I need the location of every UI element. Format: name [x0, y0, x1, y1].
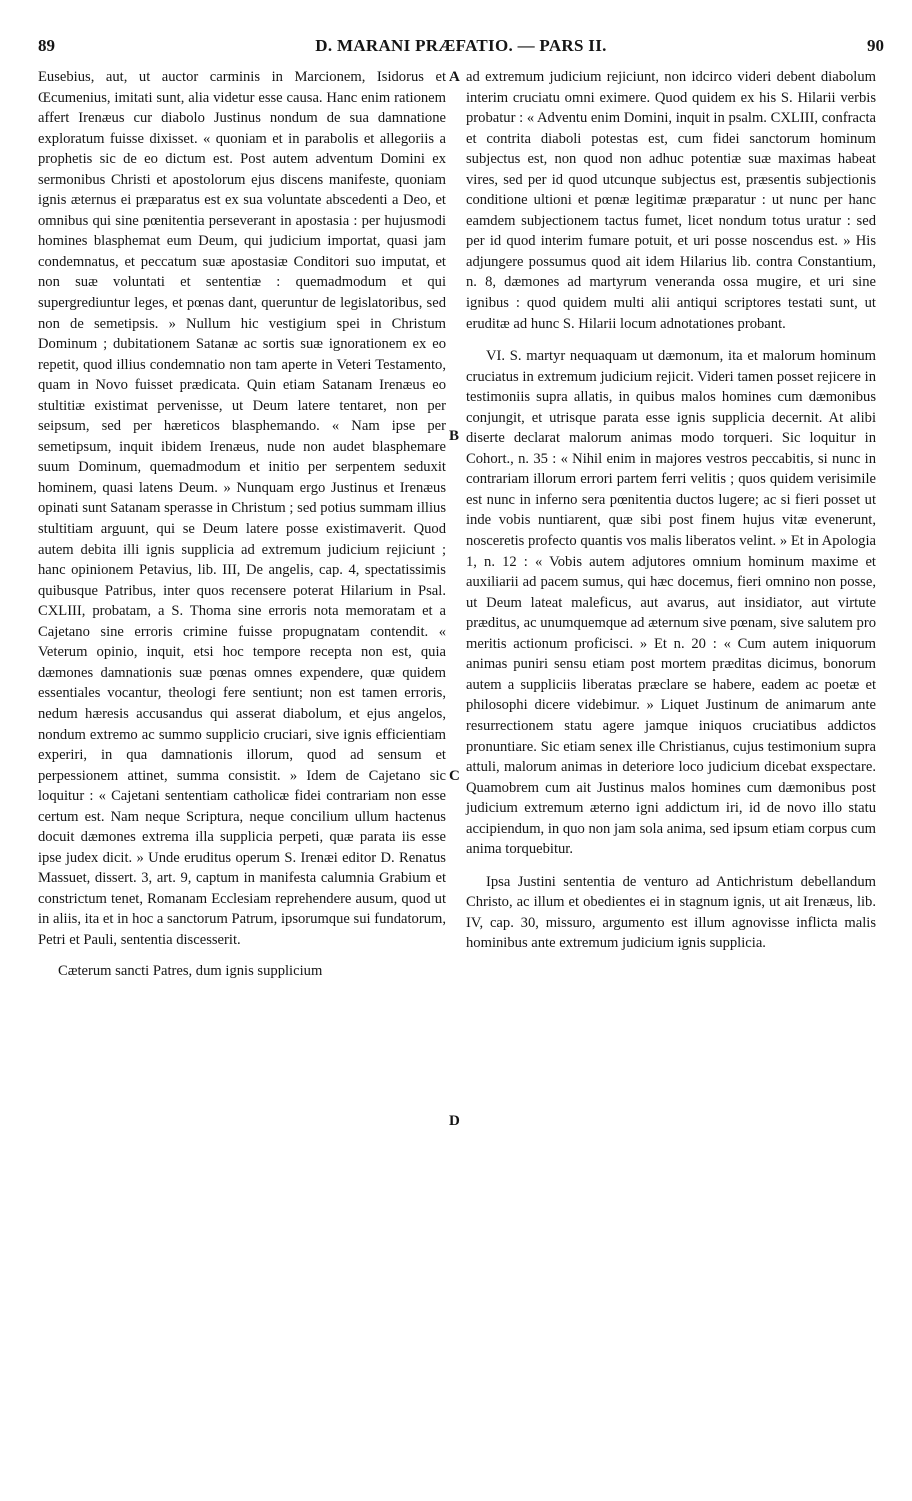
- right-paragraph-section-6: VI. S. martyr nequaquam ut dæmonum, ita et malorum hominum cruciatus in extremum judicium rejicit. Videri tamen posset rejicere in testimoniis supra allatis, in quibus malos homines cum dæmonibus conjungit, et utrisque parata esse ignis supplicia decernit. At alibi diserte declarat malorum animas modo torqueri. Sic loquitur in Cohort., n. 35 : « Nihil enim in majores vestros peccabitis, si nunc in contrariam illorum errori partem ferri velitis ; quos quidem verisimile est nunc in inferno sera pœnitentia ductos lugere; ac si fieri posset ut inde vobis nuntiarent, quæ sibi post finem hujus vitæ evenerunt, nosceretis profecto quantis vos malis liberatos velint. » Et in Apologia 1, n. 12 : « Vobis autem adjutores omnium hominum maxime et auxiliarii ad pacem sumus, qui hæc docemus, fieri omnino non posse, ut Deum lateat maleficus, aut avarus, aut insidiator, aut virtute præditus, ac unumquemque ad æternum sive pœnam, sive salutem pro meritis actionum proficisci. » Et n. 20 : « Cum autem iniquorum animas puniri sensu etiam post mortem præditas dicimus, bonorum autem a suppliciis liberatas præclare se habere, eadem ac poetæ et philosophi dicere videbimur. » Liquet Justinum de animarum ante resurrectionem statu agere jamque iniquos cruciatibus addictos pronuntiare. Sic etiam senex ille Christianus, cujus testimonium supra attuli, malorum animas in deteriore loco judicium dicebat exspectare. Quamobrem cum ait Justinus malos homines cum dæmonibus post judicium extremum æterno igni addictum iri, id de novo illo statu accipiendum, in quo non jam sola anima, sed ipsum etiam corpus cum anima torquebitur.: [466, 348, 876, 858]
- margin-marker-c: C: [449, 768, 460, 784]
- right-paragraph-3: Ipsa Justini sententia de venturo ad Antichristum debellandum Christo, ac illum et obedientes ei in stagnum ignis, ut ait Irenæus, lib. IV, cap. 30, missuro, argumento est illum agnovisse inflicta malis hominibus ante extremum judicium ignis supplicia.: [466, 873, 876, 952]
- running-title: D. MARANI PRÆFATIO. — PARS II.: [315, 36, 607, 55]
- page-number-left: 89: [38, 36, 55, 55]
- right-paragraph-1: ad extremum judicium rejiciunt, non idcirco videri debent diabolum interim cruciatu omni eximere. Quod quidem ex his S. Hilarii verbis probatur : « Adventu enim Domini, inquit in psalm. CXLIII, confracta et contrita diaboli potestas est, cum fidei sanctorum hominum subjectus est, non quod non adhuc potentiæ suæ maximas habeat vires, sed per id quod utcunque subjectus est, præsentis subjectionis conditione ultioni et pœnæ legitimæ præparatur : ut nunc per hanc eamdem subjectionem tactus fumet, licet nondum totus uratur : sed per id quod interim fumare potuit, et uri posse noscendus est. » His adjungere possumus quod ait idem Hilarius lib. contra Constantium, n. 8, dæmones ad martyrum veneranda ossa mugire, et uri sine ignibus : quod quidem multi alii antiqui scriptores testati sunt, ut eruditæ ad hunc S. Hilarii locum adnotationes probant.: [466, 69, 876, 332]
- margin-marker-d: D: [449, 1113, 460, 1129]
- margin-marker-a: A: [449, 69, 460, 85]
- page-number-right: 90: [867, 36, 884, 55]
- page-header: [38, 36, 884, 60]
- right-column: [466, 67, 876, 954]
- left-paragraph-2: Cæterum sancti Patres, dum ignis supplicium: [58, 962, 323, 979]
- margin-marker-b: B: [449, 428, 460, 444]
- left-paragraph-1: Eusebius, aut, ut auctor carminis in Marcionem, Isidorus et Œcumenius, imitati sunt, alia videtur esse causa. Hanc enim rationem affert Irenæus cur diabolo Justinus nondum de sua damnatione exploratum fuisse dixisset. « quoniam et in parabolis et allegoriis a prophetis sic de eo dictum est. Post autem adventum Domini ex sermonibus Christi et apostolorum ejus discens manifeste, quoniam ignis æternus ei præparatus est ex sua voluntate abscedenti a Deo, et omnibus qui sine pœnitentia perseverant in apostasia : per hujusmodi homines blasphemat eum Deum, qui judicium importat, quasi jam condemnatus, et peccatum suæ apostasiæ Conditori suo imputat, et non suæ voluntati et sententiæ : quemadmodum et qui supergrediuntur leges, et pœnas dant, queruntur de legislatoribus, sed non de semetipsis. » Nullum hic vestigium spei in Christum Dominum ; dubitationem Satanæ ac sortis suæ ignorationem ex eo repetit, quod illius condemnatio non tam aperte in Veteri Testamento, quam in Novo fuisset prædicata. Quin etiam Satanam Irenæus eo stultitiæ existimat pervenisse, ut Deum latere tentaret, non per seipsum, sed per hæreticos blasphemando. « Nam ipse per semetipsum, inquit ibidem Irenæus, nude non audet blasphemare suum Dominum, quemadmodum et initio per serpentem seduxit hominem, quasi latens Deum. » Nunquam ergo Justinus et Irenæus opinati sunt Satanam sperasse in Christum ; sed potius summam illius stultitiam arguunt, qui se Deum latere posse existimaverit. Quod autem debita illi ignis supplicia ad extremum judicium rejiciunt ; hanc opinionem Petavius, lib. III, De angelis, cap. 4, spectatissimis quibusque Patribus, inter quos recensere poterat Hilarium in Psal. CXLIII, probatam, a S. Thoma sine erroris nota memoratam et a Cajetano sine erroris crimine fuisse propugnatam contendit. « Veterum opinio, inquit, etsi hoc tempore recepta non est, quia dæmones damnationis suæ pœnas omnes expendere, quæ quidem essentiales vocantur, theologi fere sentiunt; non est tamen erroris, nedum hæresis accusandus qui asserat diabolum, et ejus angelos, nondum extremo ac summo supplicio cruciari, sive ignis efficientiam experiri, in qua damnationis illorum, quod ad sensum et perpessionem attinet, summa consistit. » Idem de Cajetano sic loquitur : « Cajetani sententiam catholicæ fidei contrariam non esse certum est. Nam neque Scriptura, neque concilium ullum hactenus docuit dæmones extrema illa supplicia perpeti, quæ parata iis esse ipse judex dicit. » Unde eruditus operum S. Irenæi editor D. Renatus Massuet, dissert. 3, art. 9, captum in manifesta calumnia Grabium et constrictum tenet, Romanam Ecclesiam reprehendere ausum, quod ut in aliis, ita et in hoc a sanctorum Patrum, ipsorumque sui fundatorum, Petri et Pauli, sententia discesserit.: [38, 69, 446, 948]
- left-column: [38, 67, 446, 981]
